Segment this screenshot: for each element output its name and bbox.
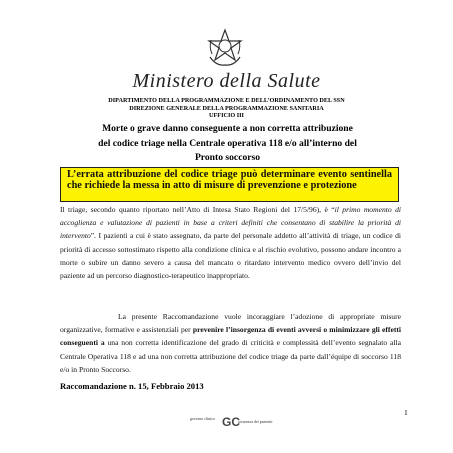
document-title [50, 122, 405, 166]
page-number: 1 [404, 408, 408, 417]
title-line: Morte o grave danno conseguente a non corretta attribuzione [102, 123, 353, 134]
patient-safety-label: sicurezza dei pazienti [238, 419, 273, 424]
title-line: del codice triage nella Centrale operativa 118 e/o all’interno del [98, 137, 357, 149]
purpose-text: La presente Raccomandazione vuole incoraggiare l’adozione di appropriate misure organizzative, formative e assistenziali per [60, 312, 401, 335]
intro-paragraph [60, 203, 401, 282]
directorate-line: DIREZIONE GENERALE DELLA PROGRAMMAZIONE SANITARIA [129, 104, 324, 112]
title-line: Pronto soccorso [194, 152, 261, 163]
recommendation-reference: Raccomandazione n. 15, Febbraio 2013 [60, 381, 204, 391]
ministry-name: Ministero della Salute [132, 70, 321, 92]
department-heading [40, 97, 413, 120]
governo-clinico-label: governo clinico [190, 416, 215, 421]
office-line: UFFICIO III [209, 112, 244, 120]
footer-logos [190, 414, 300, 428]
intro-text-continued: ”. I pazienti a cui è stato assegnato, da parte del personale addetto all’attività di triage, un codice di priorità di accesso sottostimato rispetto alla condizione clinica e al rischio evolutivo, possono andare incontro a morte o subire un danno severo a causa del mancato o ritardato intervento medico ovvero dell’invio del paziente ad un percorso diagnostico-terapeutico inappropriato. [60, 231, 401, 281]
purpose-emphasis: prevenire l’insorgenza di eventi avversi o minimizzare gli effetti conseguenti a [60, 325, 401, 348]
gc-logo-icon: GC [222, 415, 240, 429]
highlighted-alert-box: L’errata attribuzione del codice triage può determinare evento sentinella che richiede la messa in atto di misure di prevenzione e protezione [60, 167, 399, 202]
department-line: DIPARTIMENTO DELLA PROGRAMMAZIONE E DELL’ORDINAMENTO DEL SSN [108, 97, 345, 104]
triage-definition-quote: il primo momento di accoglienza e valutazione di pazienti in base a criteri definiti che consentano di stabilire la priorità di intervento [60, 205, 401, 241]
republic-emblem-icon [206, 27, 244, 67]
purpose-paragraph [60, 310, 401, 376]
intro-text: Il triage, secondo quanto riportato nell’Atto di Intesa Stato Regioni del 17/5/96), è “ [60, 205, 335, 214]
purpose-text-continued: una non corretta identificazione del grado di criticità e complessità dell’evento segnalato alla Centrale Operativa 118 e ad una non corretta attribuzione del codice triage da parte dall’équipe di soccorso 118 e/o in Pronto Soccorso. [60, 338, 401, 374]
